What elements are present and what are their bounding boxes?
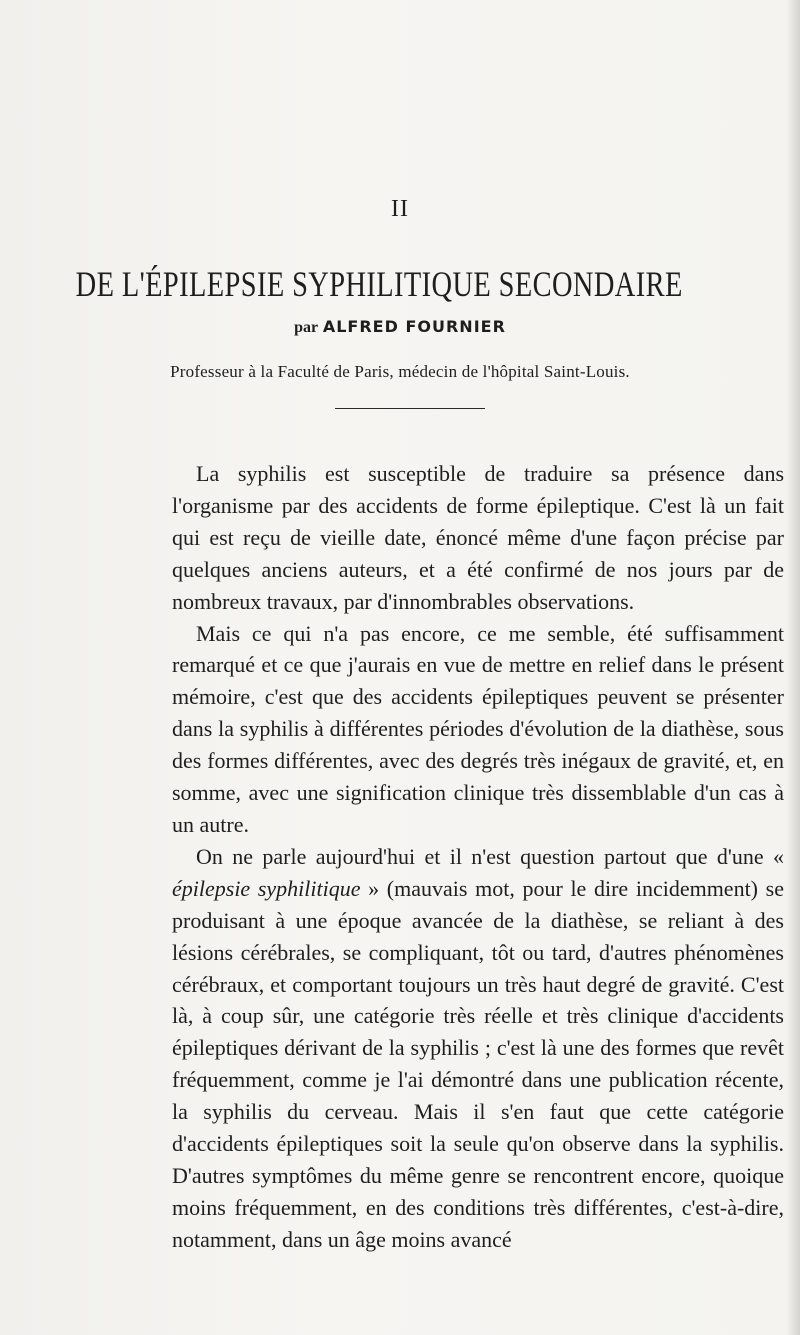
author-name: ALFRED FOURNIER [322, 317, 506, 336]
byline-prefix: par [294, 319, 319, 336]
section-number: II [391, 196, 409, 222]
paragraph-2: Mais ce qui n'a pas encore, ce me semble, été suffisamment remarqué et ce que j'aurais en vue de mettre en relief dans le présent mémoire, c'est que des accidents épileptiques peuvent se présenter dans la syphilis à différentes périodes d'évolution de la diathèse, sous des formes différentes, avec des degrés très inégaux de gravité, et, en somme, avec une signification clinique très dissemblable d'un cas à un autre. [172, 620, 784, 837]
article-body [172, 458, 784, 1256]
article-title: DE L'ÉPILEPSIE SYPHILITIQUE SECONDAIRE [75, 264, 683, 304]
separator-rule [335, 408, 485, 409]
byline [0, 316, 800, 338]
author-affiliation: Professeur à la Faculté de Paris, médecin de l'hôpital Saint-Louis. [170, 362, 630, 381]
paragraph-3 [172, 841, 784, 1256]
italic-term: épilepsie syphilitique [172, 875, 361, 901]
paragraph-1: La syphilis est susceptible de traduire sa présence dans l'organisme par des accidents de forme épileptique. C'est là un fait qui est reçu de vieille date, énoncé même d'une façon précise par quelques anciens auteurs, et a été confirmé de nos jours par de nombreux travaux, par d'innombrables observations. [172, 461, 784, 614]
paragraph-3-start: On ne parle aujourd'hui et il n'est question partout que d'une « [196, 843, 784, 869]
paragraph-3-rest: » (mauvais mot, pour le dire incidemment) se produisant à une époque avancée de la diathèse, se reliant à des lésions cérébrales, se compliquant, tôt ou tard, d'autres phénomènes cérébraux, et comportant toujours un très haut degré de gravité. C'est là, à coup sûr, une catégorie très réelle et très clinique d'accidents épileptiques dérivant de la syphilis ; c'est là une des formes que revêt fréquemment, comme je l'ai démontré dans une publication récente, la syphilis du cerveau. Mais il s'en faut que cette catégorie d'accidents épileptiques soit la seule qu'on observe dans la syphilis. D'autres symptômes du même genre se rencontrent encore, quoique moins fréquemment, en des conditions très différentes, c'est-à-dire, notamment, dans un âge moins avancé [172, 875, 784, 1252]
